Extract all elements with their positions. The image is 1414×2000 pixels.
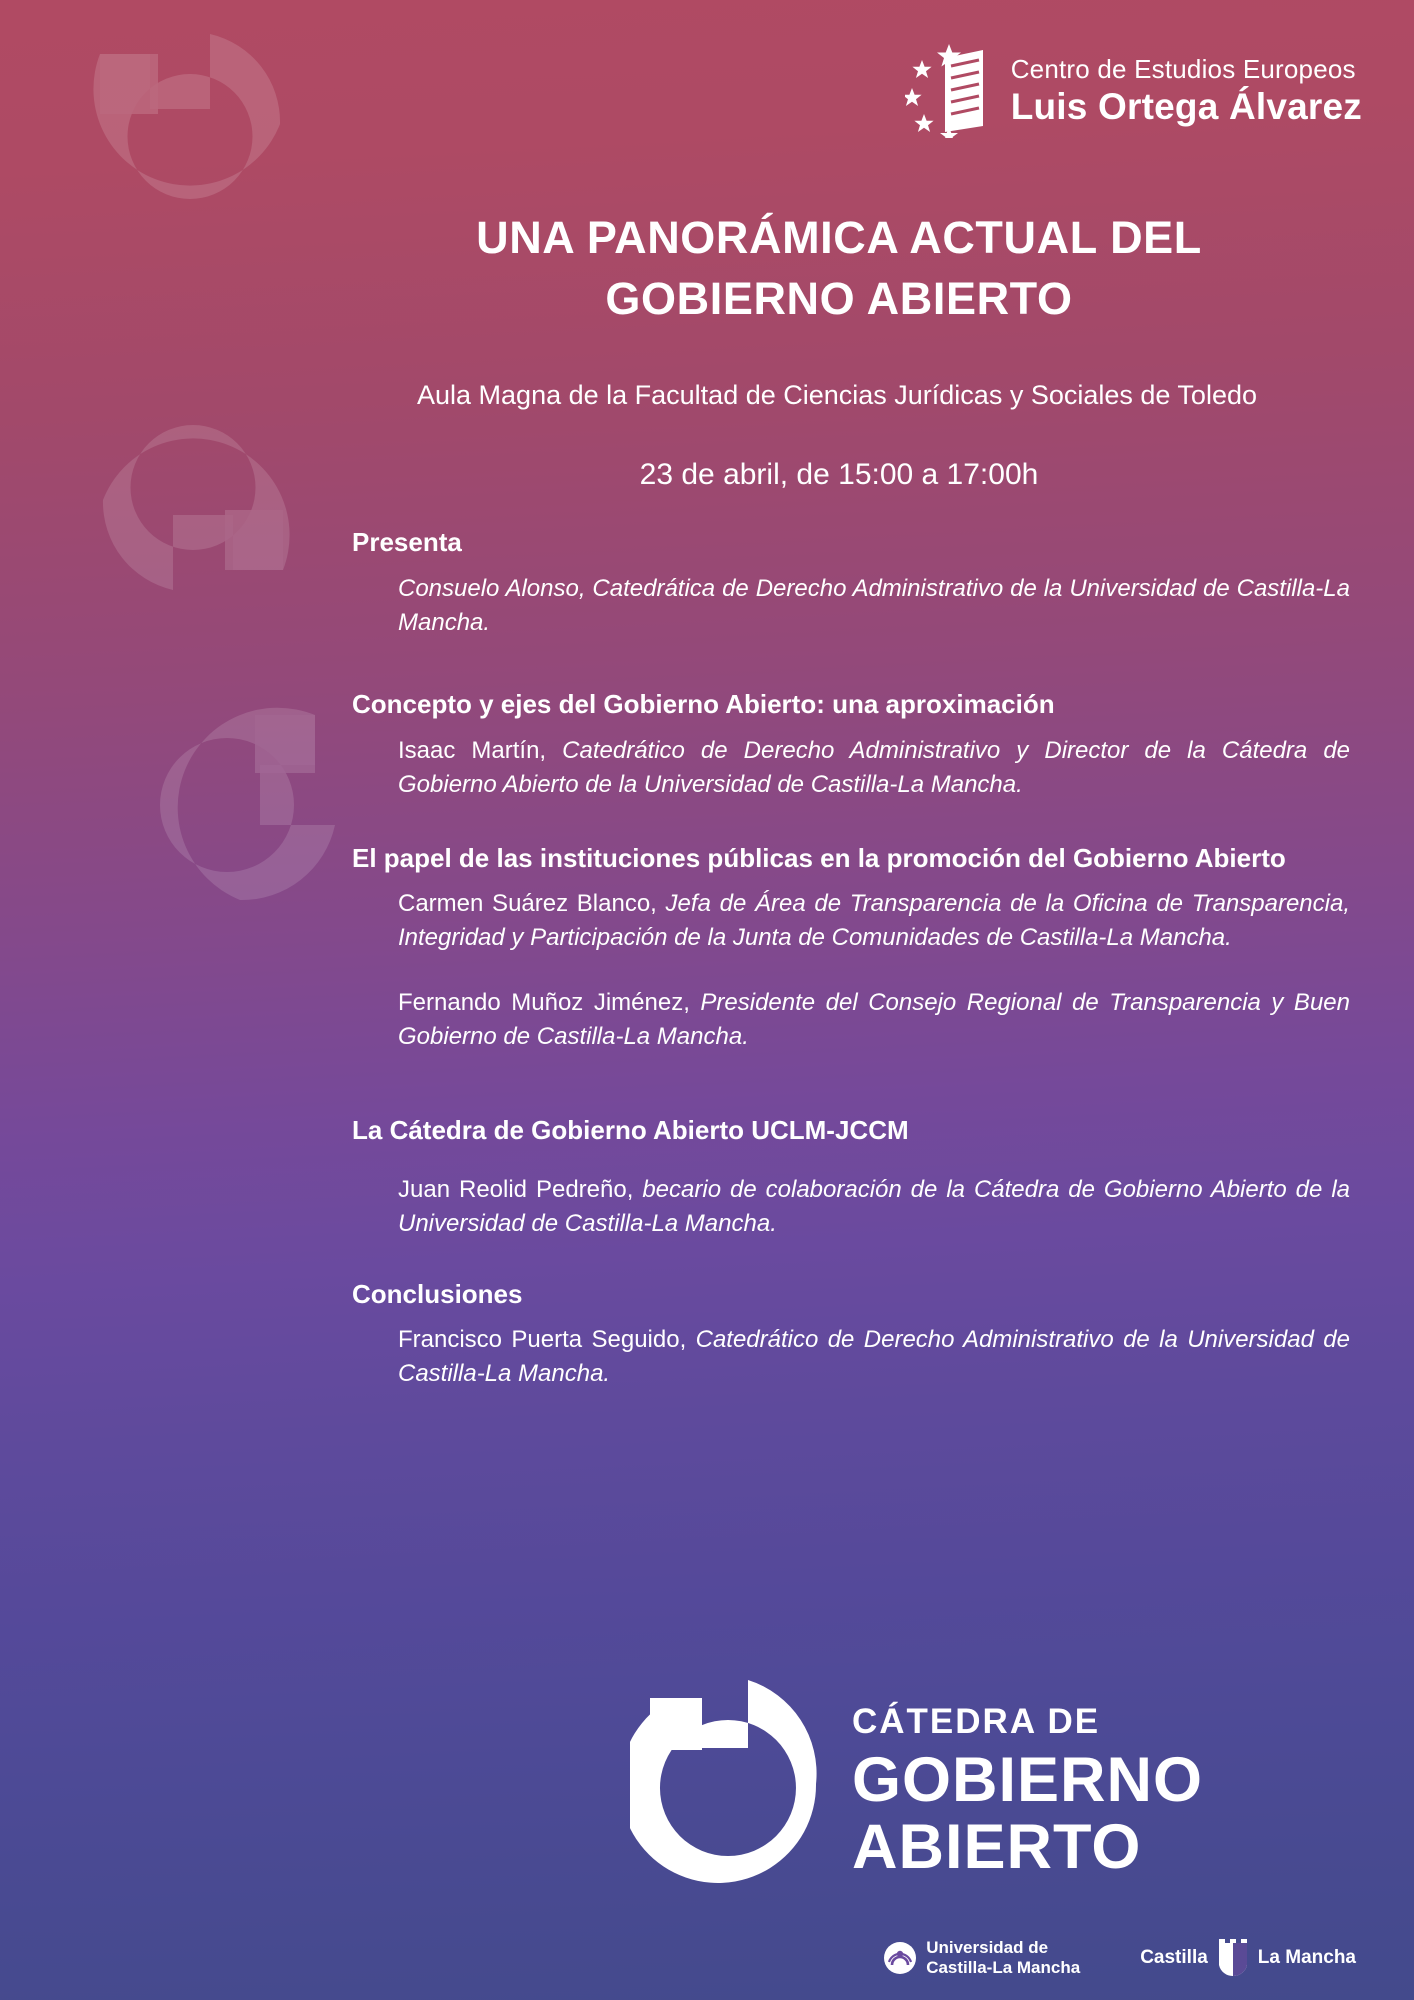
- block-title: Conclusiones: [352, 1278, 523, 1309]
- uclm-logo: [883, 1938, 1080, 1978]
- jccm-text-right: La Mancha: [1257, 1946, 1356, 1968]
- programme-block: [352, 524, 1362, 640]
- uclm-line-1: Universidad de: [926, 1937, 1049, 1957]
- speaker-entry: [398, 1173, 1350, 1241]
- programme-block: [352, 1276, 1362, 1392]
- programme-block: [352, 686, 1362, 802]
- page-title: [300, 208, 1378, 330]
- speaker-name: Carmen Suárez Blanco,: [398, 890, 657, 918]
- speaker-entry: [398, 734, 1350, 802]
- programme-list: [352, 524, 1362, 1405]
- brand-line-3: ABIERTO: [852, 1811, 1142, 1882]
- block-title: La Cátedra de Gobierno Abierto UCLM-JCCM: [352, 1114, 909, 1145]
- uclm-logo-icon: [883, 1941, 917, 1975]
- catedra-brand: [630, 1676, 1203, 1908]
- block-title: Presenta: [352, 527, 462, 557]
- castilla-la-mancha-shield-icon: [1216, 1939, 1250, 1977]
- eu-stars-icon: [905, 42, 997, 138]
- jccm-text-left: Castilla: [1140, 1946, 1208, 1968]
- speaker-name: Francisco Puerta Seguido,: [398, 1326, 687, 1354]
- jccm-logo: [1140, 1939, 1356, 1977]
- title-line-2: GOBIERNO ABIERTO: [605, 272, 1073, 324]
- speaker-text: Catedrático de Derecho Administrativo de la Universidad de Castilla-La Mancha.: [398, 1326, 1350, 1388]
- speaker-entry: [398, 986, 1350, 1054]
- speaker-text: becario de colaboración de la Cátedra de Gobierno Abierto de la Universidad de Castilla-La Mancha.: [398, 1176, 1351, 1238]
- datetime-text: 23 de abril, de 15:00 a 17:00h: [639, 458, 1039, 491]
- venue-text: Aula Magna de la Facultad de Ciencias Jurídicas y Sociales de Toledo: [417, 380, 1257, 410]
- brand-line-2: GOBIERNO: [852, 1745, 1204, 1816]
- gobierno-abierto-g-logo-icon: [630, 1676, 826, 1908]
- speaker-text: Presidente del Consejo Regional de Transparencia y Buen Gobierno de Castilla-La Mancha.: [398, 988, 1350, 1050]
- speaker-text: Catedrático de Derecho Administrativo y Director de la Cátedra de Gobierno Abierto de la Universidad de Castilla-La Mancha.: [398, 736, 1351, 798]
- block-title: El papel de las instituciones públicas en la promoción del Gobierno Abierto: [352, 842, 1286, 873]
- speaker-entry: [398, 572, 1350, 640]
- programme-block: [352, 840, 1362, 1054]
- programme-block: [352, 1112, 1362, 1242]
- block-title: Concepto y ejes del Gobierno Abierto: una aproximación: [352, 688, 1055, 719]
- speaker-entry: [398, 887, 1350, 955]
- ce-line-2: Luis Ortega Álvarez: [1010, 85, 1362, 127]
- open-book-icon: [945, 50, 983, 132]
- speaker-name: Fernando Muñoz Jiménez,: [398, 988, 690, 1016]
- brand-line-1: CÁTEDRA DE: [852, 1702, 1101, 1742]
- centro-estudios-europeos-logo: [905, 42, 1362, 138]
- title-line-1: UNA PANORÁMICA ACTUAL DEL: [476, 212, 1202, 263]
- watermark-g-icon-3: [55, 660, 355, 950]
- speaker-text: Consuelo Alonso, Catedrática de Derecho Administrativo de la Universidad de Castilla-La Mancha.: [398, 574, 1350, 636]
- speaker-name: Juan Reolid Pedreño,: [398, 1176, 634, 1204]
- ce-line-1: Centro de Estudios Europeos: [1010, 53, 1356, 84]
- speaker-name: Isaac Martín,: [398, 736, 547, 764]
- speaker-entry: [398, 1323, 1350, 1391]
- speaker-text: Jefa de Área de Transparencia de la Oficina de Transparencia, Integridad y Participación de la Junta de Comunidades de Castilla-La Mancha.: [398, 890, 1350, 952]
- uclm-line-2: Castilla-La Mancha: [926, 1957, 1081, 1977]
- footer-logos: [883, 1938, 1356, 1978]
- watermark-g-icon-1: [40, 24, 340, 274]
- watermark-g-icon-2: [48, 330, 338, 600]
